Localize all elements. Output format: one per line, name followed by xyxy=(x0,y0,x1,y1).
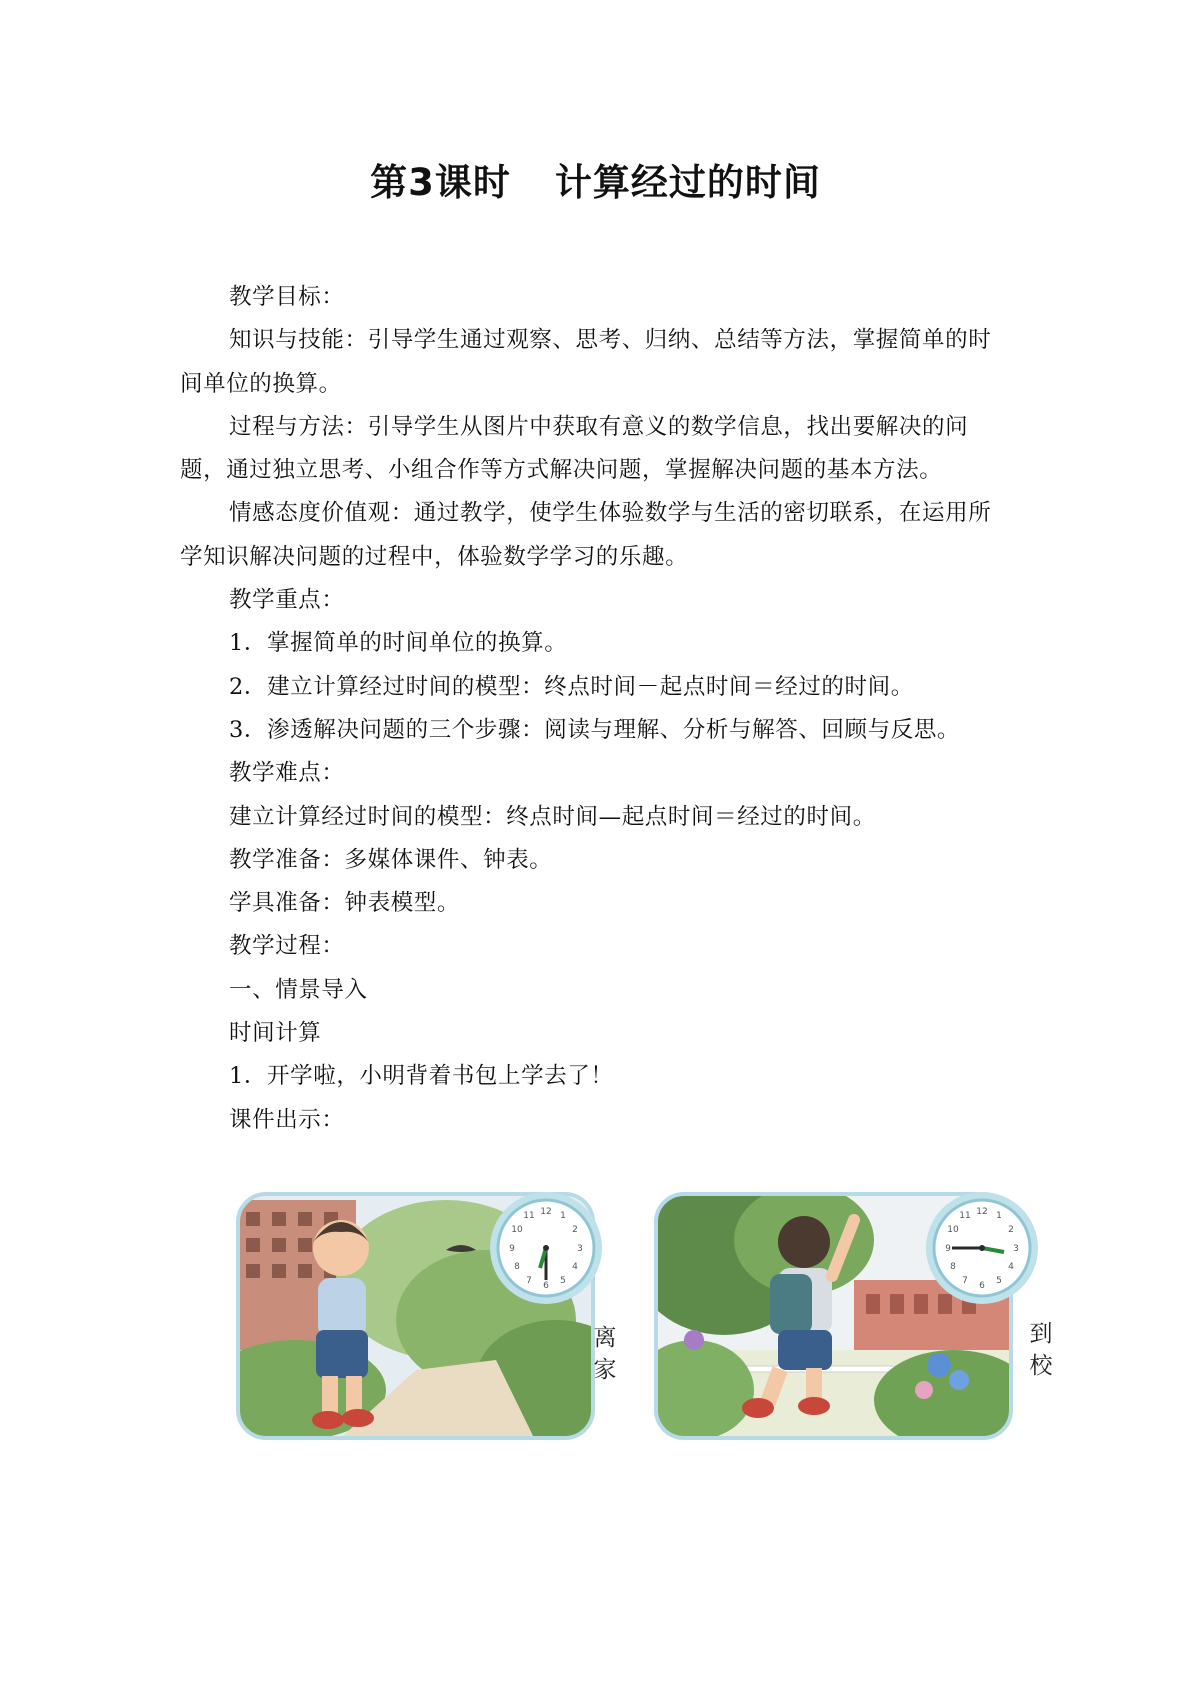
lesson-topic: 计算经过的时间 xyxy=(554,161,821,204)
page-title xyxy=(0,152,1191,206)
clock-number: 9 xyxy=(509,1244,515,1254)
arrive-school-panel xyxy=(654,1190,1064,1442)
list-item: 1．掌握简单的时间单位的换算。 xyxy=(229,630,568,657)
arrive-school-illustration xyxy=(654,1190,1064,1442)
section-heading: 一、情景导入 xyxy=(229,976,368,1003)
clock-number: 3 xyxy=(577,1244,583,1254)
heading-process: 教学过程： xyxy=(229,933,345,960)
clock-number: 4 xyxy=(1008,1262,1014,1272)
clock-number: 1 xyxy=(996,1211,1002,1221)
clock-icon xyxy=(490,1192,602,1304)
list-item: 1．开学啦，小明背着书包上学去了！ xyxy=(229,1063,614,1090)
clock-number: 3 xyxy=(1013,1244,1019,1254)
lesson-number: 第3课时 xyxy=(370,161,511,204)
clock-number: 5 xyxy=(996,1276,1002,1286)
illustration-figure xyxy=(236,1190,1098,1450)
paragraph-knowledge-skills: 知识与技能：引导学生通过观察、思考、归纳、总结等方法，掌握简单的时间单位的换算。 xyxy=(180,327,992,397)
arrive-school-label: 到 校 xyxy=(1029,1321,1053,1379)
list-item: 2．建立计算经过时间的模型：终点时间－起点时间＝经过的时间。 xyxy=(229,673,914,700)
clock-number: 7 xyxy=(962,1276,968,1286)
paragraph-difficulty: 建立计算经过时间的模型：终点时间—起点时间＝经过的时间。 xyxy=(229,803,876,830)
clock-number: 2 xyxy=(1008,1225,1014,1235)
clock-number: 12 xyxy=(540,1207,552,1217)
clock-number: 6 xyxy=(543,1281,549,1291)
list-item: 3．渗透解决问题的三个步骤：阅读与理解、分析与解答、回顾与反思。 xyxy=(229,716,961,743)
leave-home-label: 离 家 xyxy=(593,1325,617,1383)
clock-number: 10 xyxy=(947,1225,959,1235)
leave-home-illustration xyxy=(236,1190,646,1442)
paragraph-courseware: 课件出示： xyxy=(229,1106,345,1133)
paragraph-student-prep: 学具准备：钟表模型。 xyxy=(229,890,461,917)
clock-number: 9 xyxy=(945,1244,951,1254)
clock-icon xyxy=(926,1192,1038,1304)
clock-number: 8 xyxy=(514,1262,520,1272)
heading-difficulty: 教学难点： xyxy=(229,760,345,787)
clock-number: 6 xyxy=(979,1281,985,1291)
clock-number: 2 xyxy=(572,1225,578,1235)
heading-key-points: 教学重点： xyxy=(229,587,345,614)
clock-number: 4 xyxy=(572,1262,578,1272)
clock-number: 5 xyxy=(560,1276,566,1286)
paragraph-process-method: 过程与方法：引导学生从图片中获取有意义的数学信息，找出要解决的问题，通过独立思考、小组合作等方式解决问题，掌握解决问题的基本方法。 xyxy=(180,413,969,484)
clock-number: 12 xyxy=(976,1207,988,1217)
clock-number: 7 xyxy=(526,1276,532,1286)
clock-number: 11 xyxy=(523,1211,535,1221)
clock-number: 11 xyxy=(959,1211,971,1221)
clock-number: 1 xyxy=(560,1211,566,1221)
paragraph-emotion-values: 情感态度价值观：通过教学，使学生体验数学与生活的密切联系，在运用所学知识解决问题的过程中，体验数学学习的乐趣。 xyxy=(180,500,992,570)
paragraph-teaching-prep: 教学准备：多媒体课件、钟表。 xyxy=(229,846,553,873)
subsection-heading: 时间计算 xyxy=(229,1020,322,1047)
document-body xyxy=(180,276,1012,1142)
clock-number: 8 xyxy=(950,1262,956,1272)
clock-number: 10 xyxy=(511,1225,523,1235)
heading-objectives: 教学目标： xyxy=(229,284,345,310)
leave-home-panel xyxy=(236,1190,646,1442)
